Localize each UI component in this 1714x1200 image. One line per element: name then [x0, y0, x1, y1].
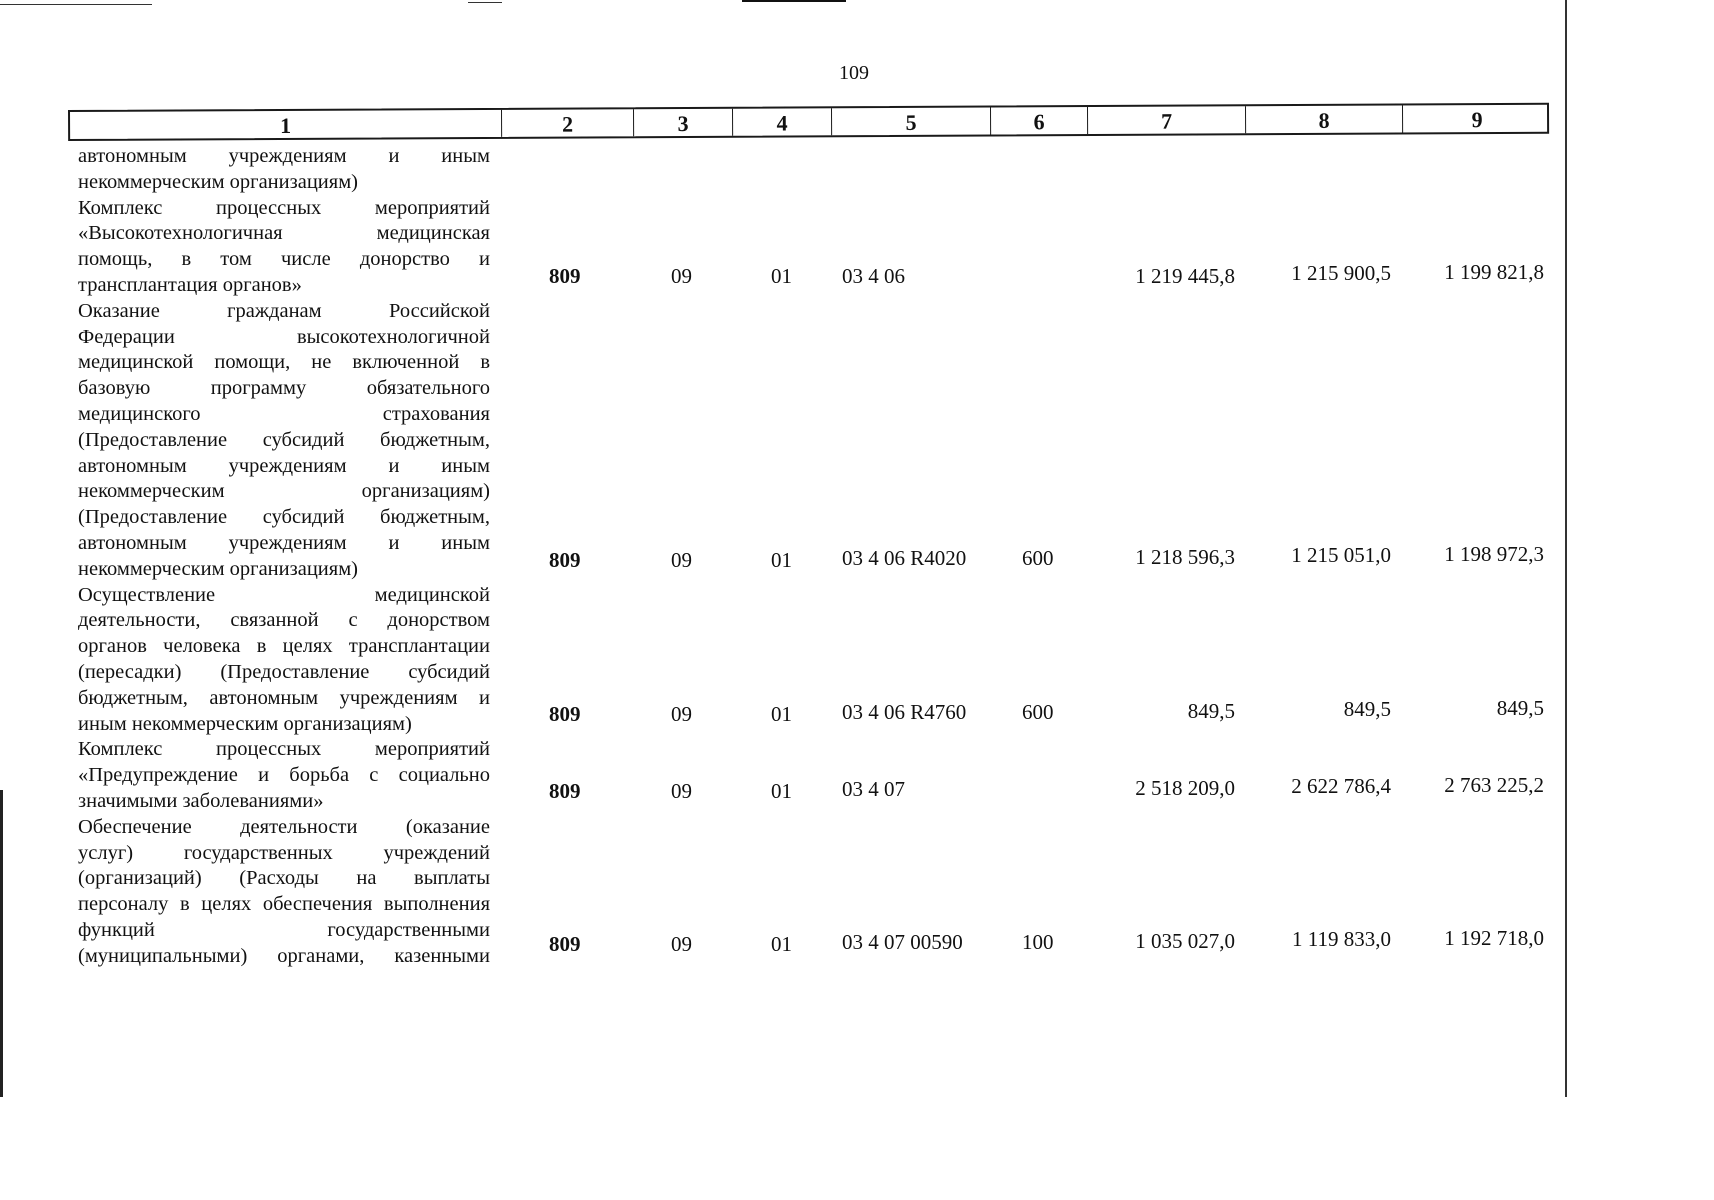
cell-col-5: 03 4 06 R4020	[842, 546, 967, 570]
cell-col-2: 809	[549, 548, 581, 572]
description-line: деятельности, связанной с донорством	[78, 609, 490, 632]
cell-col-2: 809	[549, 702, 581, 726]
description-line: (муниципальными) органами, казенными	[78, 944, 490, 967]
cell-col-8: 849,5	[1343, 697, 1391, 721]
cell-col-2: 809	[549, 264, 581, 288]
header-col-9: 9	[1402, 105, 1551, 133]
scan-mark-top-left	[0, 4, 152, 5]
page-number: 109	[839, 62, 869, 84]
description-line: иным некоммерческим организациям)	[78, 712, 412, 735]
description-line: бюджетным, автономным учреждениям и	[78, 686, 490, 709]
cell-col-7: 1 035 027,0	[1135, 929, 1235, 953]
description-line: (организаций) (Расходы на выплаты	[78, 867, 490, 890]
cell-col-3: 09	[671, 932, 692, 956]
description-line: некоммерческим организациям)	[78, 170, 358, 193]
description-line: базовую программу обязательного	[78, 377, 490, 400]
cell-col-9: 1 192 718,0	[1444, 926, 1544, 950]
description-line: Осуществление медицинской	[78, 583, 490, 606]
description-line: автономным учреждениям и иным	[78, 145, 490, 167]
cell-col-8: 2 622 786,4	[1291, 774, 1391, 798]
cell-col-5: 03 4 06	[842, 264, 905, 288]
table-header-row	[68, 103, 1549, 141]
table-row	[0, 260, 1568, 292]
cell-col-5: 03 4 06 R4760	[842, 700, 967, 724]
cell-col-9: 1 198 972,3	[1444, 542, 1544, 566]
cell-col-8: 1 119 833,0	[1292, 927, 1391, 951]
description-line: автономным учреждениям и иным	[78, 531, 490, 554]
description-line: услуг) государственных учреждений	[78, 841, 490, 864]
cell-col-3: 09	[671, 702, 692, 726]
cell-col-4: 01	[771, 779, 792, 803]
header-col-6: 6	[990, 107, 1087, 134]
cell-col-7: 2 518 209,0	[1135, 776, 1235, 800]
header-col-5: 5	[831, 107, 990, 135]
scan-mark-top-dark	[742, 0, 846, 2]
description-line: «Предупреждение и борьба с социально	[78, 764, 490, 787]
description-line: Комплекс процессных мероприятий	[78, 738, 490, 761]
description-line: некоммерческим организациям)	[78, 480, 490, 503]
cell-col-3: 09	[671, 548, 692, 572]
description-line: органов человека в целях трансплантации	[78, 635, 490, 658]
description-line: некоммерческим организациям)	[78, 557, 358, 580]
cell-col-3: 09	[671, 779, 692, 803]
description-line: (Предоставление субсидий бюджетным,	[78, 428, 490, 451]
description-line: помощь, в том числе донорство и	[78, 248, 490, 271]
header-col-3: 3	[633, 109, 732, 136]
cell-col-7: 1 218 596,3	[1135, 545, 1235, 569]
cell-col-4: 01	[771, 548, 792, 572]
description-line: Федерации высокотехнологичной	[78, 325, 490, 348]
description-line: Комплекс процессных мероприятий	[78, 196, 490, 219]
cell-col-5: 03 4 07 00590	[842, 930, 963, 954]
description-line: функций государственными	[78, 918, 490, 941]
scan-mark-top-center	[468, 2, 502, 3]
description-line: (пересадки) (Предоставление субсидий	[78, 660, 490, 683]
header-col-1: 1	[280, 112, 292, 138]
description-line: трансплантация органов»	[78, 273, 302, 296]
cell-col-3: 09	[671, 264, 692, 288]
cell-col-6: 600	[1022, 546, 1054, 570]
cell-col-4: 01	[771, 932, 792, 956]
description-line: медицинского страхования	[78, 402, 490, 425]
description-line: медицинской помощи, не включенной в	[78, 351, 490, 374]
cell-col-6: 100	[1022, 930, 1054, 954]
description-line: Оказание гражданам Российской	[78, 299, 490, 322]
cell-col-9: 1 199 821,8	[1444, 260, 1544, 284]
cell-col-8: 1 215 051,0	[1291, 543, 1391, 567]
cell-col-9: 2 763 225,2	[1444, 773, 1544, 797]
description-line: Обеспечение деятельности (оказание	[78, 815, 490, 838]
header-col-7: 7	[1087, 106, 1245, 134]
header-col-2: 2	[501, 109, 633, 137]
cell-col-2: 809	[549, 932, 581, 956]
cell-col-9: 849,5	[1496, 696, 1544, 720]
cell-col-7: 1 219 445,8	[1135, 264, 1235, 288]
description-line: автономным учреждениям и иным	[78, 454, 490, 477]
description-line: «Высокотехнологичная медицинская	[78, 222, 490, 245]
cell-col-6: 600	[1022, 700, 1054, 724]
cell-col-4: 01	[771, 264, 792, 288]
description-line: персоналу в целях обеспечения выполнения	[78, 893, 490, 916]
cell-col-4: 01	[771, 702, 792, 726]
header-col-8: 8	[1245, 105, 1402, 133]
description-line: (Предоставление субсидий бюджетным,	[78, 506, 490, 529]
cell-col-7: 849,5	[1187, 699, 1235, 723]
header-col-4: 4	[732, 108, 831, 135]
description-line: значимыми заболеваниями»	[78, 789, 324, 812]
cell-col-8: 1 215 900,5	[1291, 261, 1391, 285]
cell-col-5: 03 4 07	[842, 777, 905, 801]
cell-col-2: 809	[549, 779, 581, 803]
